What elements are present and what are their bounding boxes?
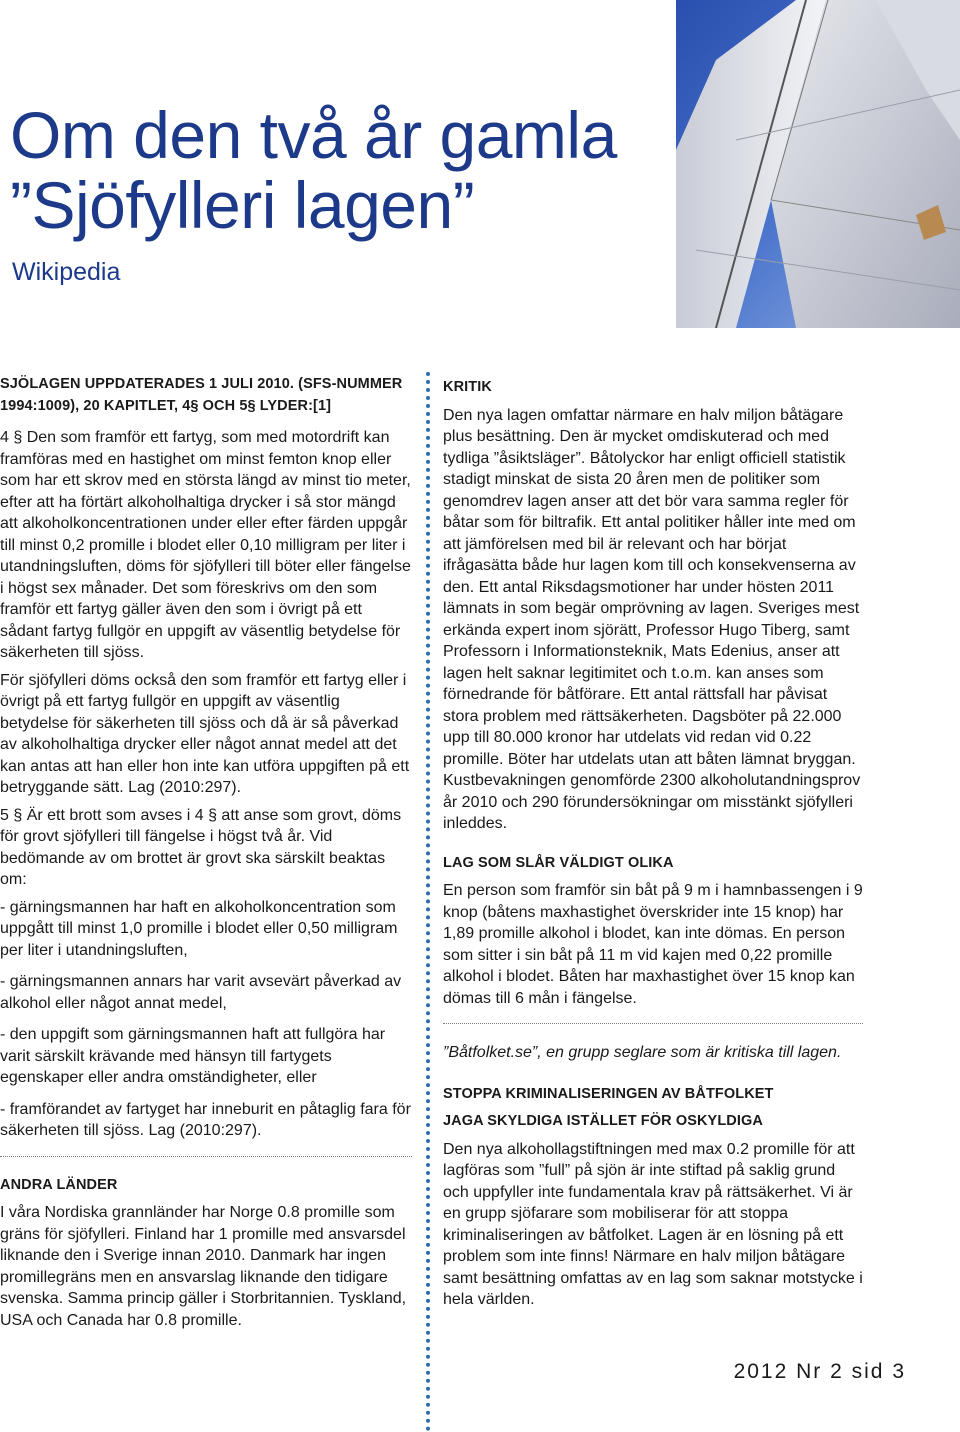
jaga-heading: JAGA SKYLDIGA ISTÄLLET FÖR OSKYLDIGA [443, 1113, 763, 1129]
section-divider [0, 1156, 412, 1157]
page-number: 2012 Nr 2 sid 3 [733, 1360, 906, 1383]
law-heading: SJÖLAGEN UPPDATERADES 1 JULI 2010. (SFS-NUMMER 1994:1009), 20 KAPITLET, 4§ OCH 5§ LYDER:[1] [0, 376, 403, 414]
right-column [443, 377, 863, 1317]
law-paragraph-5: 5 § Är ett brott som avses i 4 § att anse som grovt, döms för grovt sjöfylleri till fängelse i högst två år. Vid bedömande av om brottet är grovt ska särskilt beaktas om: [0, 806, 402, 888]
lag-heading: LAG SOM SLÅR VÄLDIGT OLIKA [443, 854, 674, 871]
section-divider [443, 1023, 863, 1024]
left-column [0, 373, 412, 1337]
list-item: - gärningsmannen annars har varit avsevärt påverkad av alkohol eller något annat medel, [0, 973, 402, 1012]
andra-lander-heading: ANDRA LÄNDER [0, 1176, 118, 1193]
sail-photo [676, 0, 960, 328]
list-item: - den uppgift som gärningsmannen haft att fullgöra har varit särskilt krävande med hänsyn till fartygets egenskaper eller andra omständigheter, eller [0, 1026, 386, 1086]
list-item: - gärningsmannen har haft en alkoholkoncentration som uppgått till minst 1,0 promille i blodet eller 0,50 milligram per liter i utandningsluften, [0, 898, 398, 959]
list-item: - framförandet av fartyget har inneburit en påtaglig fara för säkerheten till sjöss. Lag (2010:297). [0, 1100, 411, 1139]
stoppa-text: Den nya alkohollagstiftningen med max 0.2 promille för att lagföras som ”full” på sjön är inte stiftad på saklig grund och uppfyller inte fundamentala krav på rättsäkerhet. Vi är en grupp sjöfarare som mobiliserar för att stoppa kriminaliseringen av båtfolket. Lagen är en lösning på ett problem som inte finns! Närmare en halv miljon båtägare samt besättning omfattas av en lag som saknar motstycke i hela världen. [443, 1140, 863, 1308]
title-line-1: Om den två år gamla [10, 98, 617, 172]
kritik-heading: KRITIK [443, 379, 492, 395]
kritik-text: Den nya lagen omfattar närmare en halv miljon båtägare plus besättning. Den är mycket omdiskuterad och med tydliga ”åsiktsläger”. Båtolyckor har enligt officiell statistik stadigt minskat de sista 20 åren men de politiker som genomdrev lagen anser att det bör vara samma regler för båtar som för biltrafik. Ett antal politiker håller inte med om att jämförelsen med bil är relevant och har börjat ifrågasätta både hur lagen kom till och konsekvenserna av den. Ett antal Riksdagsmotioner har under hösten 2011 lämnats in som begär omprövning av lagen. Sveriges mest erkända expert inom sjörätt, Professor Hugo Tiberg, samt Professorn i Informationsteknik, Mats Edenius, anser att lagen helt saknar legitimitet och t.o.m. kan anses som förnedrande för båtförare. Ett antal rättsfall har påvisat stora problem med rättsäkerheten. Dagsböter på 22.000 upp till 80.000 kronor har utdelats vid redan vid 0.22 promille. Böter har utdelats utan att båten lämnat bryggan. Kustbevakningen genomförde 2300 alkoholutandningsprov år 2010 och 290 förundersökningar om misstänkt sjöfylleri inleddes. [443, 406, 861, 832]
stoppa-heading: STOPPA KRIMINALISERINGEN AV BÅTFOLKET [443, 1085, 774, 1102]
title-line-2: ”Sjöfylleri lagen” [10, 168, 475, 242]
law-paragraph-4b: För sjöfylleri döms också den som framför ett fartyg eller i övrigt på ett fartyg fullgör en uppgift av väsentlig betydelse för säkerheten till sjöss och då är så påverkad av alkoholhaltiga drycker eller något annat medel att det kan antas att han eller hon inte kan utföra uppgiften på ett betryggande sätt. Lag (2010:297). [0, 671, 410, 796]
lag-text: En person som framför sin båt på 9 m i hamnbassengen i 9 knop (båtens maxhastighet överskrider inte 15 knop) har 1,89 promille alkohol i blodet, kan inte dömas. En person som sitter i sin båt på 11 m vid kajen med 0,22 promille alkohol i blodet. Båten har maxhastighet över 15 knop kan dömas till 6 mån i fängelse. [443, 882, 863, 1007]
law-paragraph-4: 4 § Den som framför ett fartyg, som med motordrift kan framföras med en hastighet om minst femton knop eller som har ett skrov med en största längd av minst tio meter, efter att ha förtärt alkoholhaltiga drycker i så stor mängd att alkoholkoncentrationen under eller efter färden uppgår till minst 0,2 promille i blodet eller 0,10 milligram per liter i utandningsluften, döms för sjöfylleri till böter eller fängelse i högst sex månader. Det som föreskrivs om den som framför ett fartyg gäller även den som i övrigt på ett sådant fartyg fullgör en uppgift av väsentlig betydelse för säkerheten till sjöss. [0, 429, 411, 661]
andra-lander-text: I våra Nordiska grannländer har Norge 0.8 promille som gräns för sjöfylleri. Finland har 1 promille med ansvarsdel liknande den i Sverige innan 2010. Danmark har ingen promillegräns men en ansvarslag liknande den tidigare svenska. Samma princip gäller i Storbritannien. Tyskland, USA och Canada har 0.8 promille. [0, 1204, 407, 1329]
source-label: Wikipedia [12, 258, 121, 286]
page-title [10, 100, 617, 240]
quote-text: ”Båtfolket.se”, en grupp seglare som är kritiska till lagen. [443, 1044, 842, 1061]
column-divider [426, 372, 430, 1432]
